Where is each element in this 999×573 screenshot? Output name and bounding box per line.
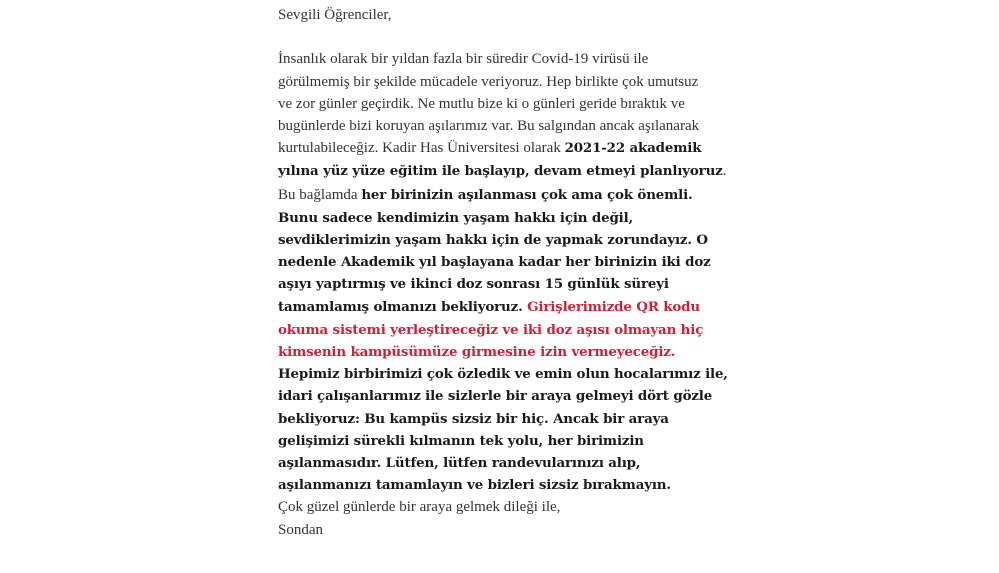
letter-line [278,160,798,183]
blank-line [278,26,798,48]
letter-line [278,296,798,319]
greeting: Sevgili Öğrenciler, [278,7,392,23]
text-bold: yılına yüz yüze eğitim ile başlayıp, devam etmeyi planlıyoruz [278,163,723,180]
letter-line: İnsanlık olarak bir yıldan fazla bir süredir Covid-19 virüsü ile [278,51,649,68]
signature: Sondan [278,521,323,538]
letter-line: idari çalışanlarımız ile sizlerle bir araya gelmeyi dört gözle [278,388,713,405]
letter-line: nedenle Akademik yıl başlayana kadar her birinizin iki doz [278,254,711,271]
closing: Çok güzel günlerde bir araya gelmek dileği ile, [278,499,561,516]
letter-line: Hepimiz birbirimizi çok özledik ve emin olun hocalarımız ile, [278,366,728,383]
text-normal: kurtulabileceğiz. Kadir Has Üniversitesi olarak [278,140,565,157]
text-normal: . [722,163,727,180]
text-normal: Bu bağlamda [278,186,362,203]
letter-line: gelişimizi sürekli kılmanın tek yolu, her birimizin [278,432,644,449]
text-bold: her birinizin aşılanması çok ama çok önemli. [361,186,693,203]
letter-line: ve zor günler geçirdik. Ne mutlu bize ki o günleri geride bıraktık ve [278,95,685,112]
letter-line: görülmemiş bir şekilde mücadele veriyoruz. Hep birlikte çok umutsuz [278,73,699,90]
text-bold: 2021-22 akademik [564,140,702,157]
letter-line-highlight: kimsenin kampüsümüze girmesine izin vermeyeceğiz. [278,344,676,361]
text-bold: tamamlamış olmanızı bekliyoruz. [278,298,528,315]
letter-line [278,184,798,207]
letter-line: aşıyı yaptırmış ve ikinci doz sonrası 15 günlük süreyi [278,276,669,293]
letter-line: bugünlerde bizi koruyan aşılarımız var. Bu salgından ancak aşılanarak [278,118,700,134]
letter-line: bekliyoruz: Bu kampüs sizsiz bir hiç. Ancak bir araya [278,410,669,427]
letter-body [278,4,798,541]
text-highlight: Girişlerimizde QR kodu [527,298,700,315]
letter-line: aşılanmasıdır. Lütfen, lütfen randevularınızı alıp, [278,455,641,472]
letter-line: aşılanmanızı tamamlayın ve bizleri sizsiz bırakmayın. [278,477,671,494]
letter-line: Bunu sadece kendimizin yaşam hakkı için değil, [278,209,634,226]
letter-line: sevdiklerimizin yaşam hakkı için de yapmak zorundayız. O [278,232,708,249]
letter-line-highlight: okuma sistemi yerleştireceğiz ve iki doz aşısı olmayan hiç [278,321,704,338]
letter-line [278,137,798,160]
